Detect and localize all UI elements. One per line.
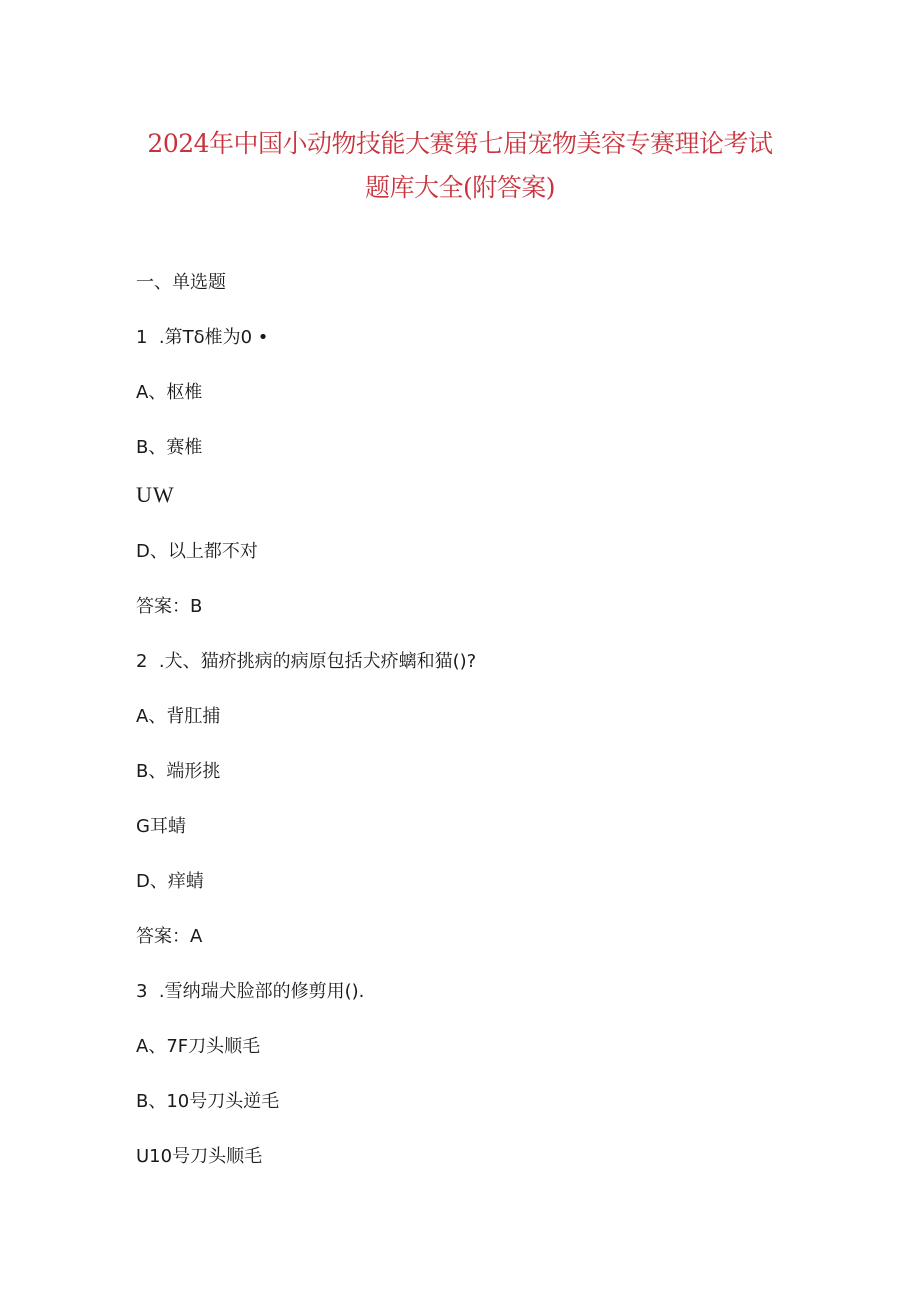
question-3-option-a: A、7F刀头顺毛: [136, 1036, 261, 1057]
question-3-option-c: U10号刀头顺毛: [136, 1146, 263, 1167]
question-2-option-d: D、痒蜻: [136, 871, 204, 892]
question-2-option-b: B、端形挑: [136, 761, 221, 782]
question-2-answer: 答案：A: [136, 926, 203, 947]
question-1-option-b: B、赛椎: [136, 437, 203, 458]
question-3-stem: 3 .雪纳瑞犬脸部的修剪用().: [136, 981, 365, 1002]
question-1-option-c: UW: [136, 482, 175, 507]
question-2-stem: 2 .犬、猫疥挑病的病原包括犬疥螭和猫()?: [136, 651, 477, 672]
section-heading: 一、单选题: [136, 272, 226, 293]
title-line-2: 题库大全(附答案): [364, 173, 555, 202]
question-2-option-c: G耳蜻: [136, 816, 186, 837]
document-title: [0, 122, 920, 210]
question-1-stem: 1 .第Tδ椎为0 •: [136, 327, 269, 348]
question-1-answer: 答案：B: [136, 596, 203, 617]
title-line-1: 2024年中国小动物技能大赛第七届宠物美容专赛理论考试: [147, 129, 773, 158]
question-1-option-a: A、枢椎: [136, 382, 203, 403]
question-1-option-d: D、以上都不对: [136, 541, 258, 562]
question-3-option-b: B、10号刀头逆毛: [136, 1091, 280, 1112]
question-2-option-a: A、背肛捕: [136, 706, 221, 727]
